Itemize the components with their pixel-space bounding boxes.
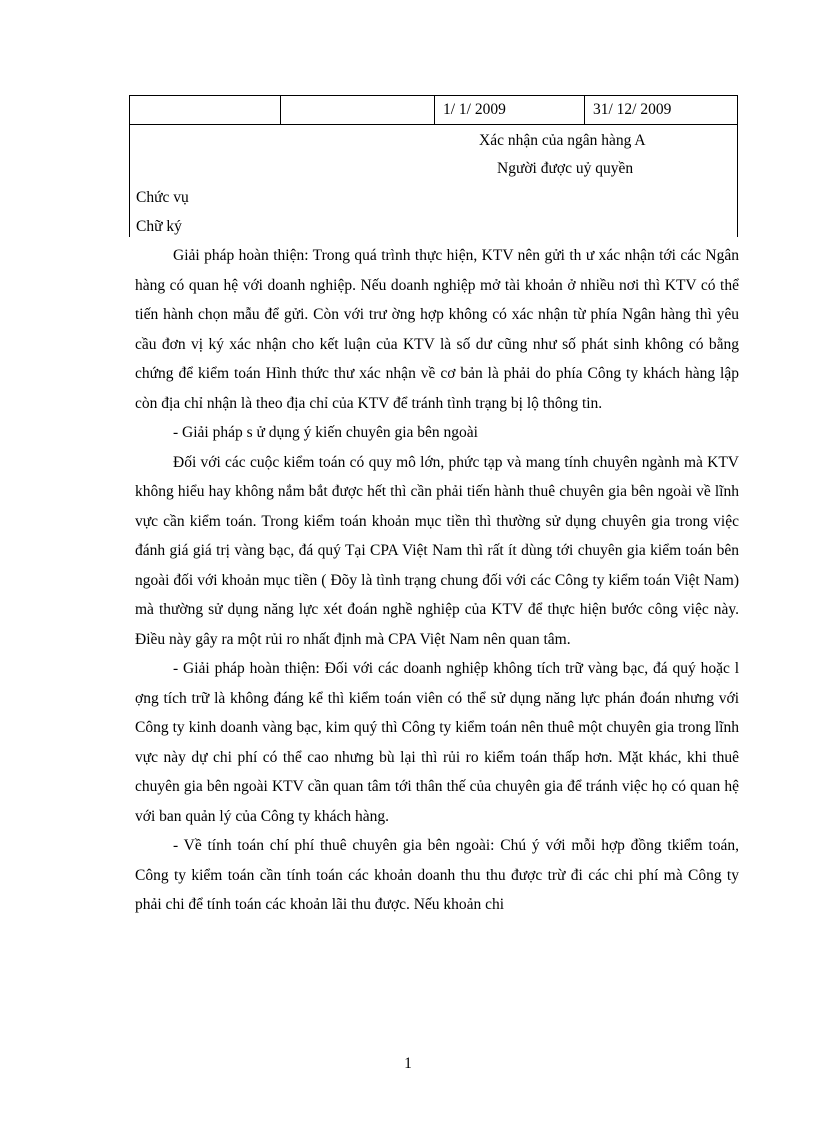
body-text [135,241,739,920]
page-number: 1 [404,1055,412,1072]
paragraph: - Về tính toán chí phí thuê chuyên gia bên ngoài: Chú ý với mỗi hợp đồng tkiểm toán, Công ty kiểm toán cần tính toán các khoản doanh thu thu được trừ đi các chi phí mà Công ty phải chi để tính toán các khoản lãi thu được. Nếu khoản chi [135,837,739,913]
end-date-cell: 31/ 12/ 2009 [585,96,738,125]
paragraph: Giải pháp hoàn thiện: Trong quá trình thực hiện, KTV nên gửi th ư xác nhận tới các Ngân hàng có quan hệ với doanh nghiệp. Nếu doanh nghiệp mở tài khoản ở nhiều nơi thì KTV có thể tiến hành chọn mẫu để gửi. Còn với trư ờng hợp không có xác nhận từ phía Ngân hàng thì yêu cầu đơn vị ký xác nhận cho kết luận của KTV là số dư cũng như số phát sinh không có bằng chứng để kiểm toán Hình thức thư xác nhận về cơ bản là phải do phía Công ty khách hàng lập còn địa chỉ nhận là theo địa chỉ của KTV để tránh tình trạng bị lộ thông tin. [135,247,739,412]
position-label: Chức vụ [136,189,189,206]
signature-cell [130,125,738,238]
signature-label: Chữ ký [136,218,182,235]
table-cell [281,96,435,125]
signature-row [130,125,738,238]
paragraph: - Giải pháp hoàn thiện: Đối với các doanh nghiệp không tích trữ vàng bạc, đá quý hoặc l ợng tích trữ là không đáng kể thì kiểm toán viên có thể sử dụng năng lực phán đoán nhưng với Công ty kinh doanh vàng bạc, kim quý thì Công ty kiểm toán nên thuê một chuyên gia trong lĩnh vực này dự chi phí có thể cao nhưng bù lại thì rủi ro kiểm toán thấp hơn. Mặt khác, khi thuê chuyên gia bên ngoài KTV cần quan tâm tới thân thế của chuyên gia để tránh việc họ có quan hệ với ban quản lý của Công ty khách hàng. [135,660,739,825]
table-cell [130,96,281,125]
bank-confirmation-label: Xác nhận của ngân hàng A [479,132,646,149]
table-row [130,96,738,125]
start-date-cell: 1/ 1/ 2009 [435,96,585,125]
authorized-person-label: Người được uỷ quyền [497,160,634,177]
paragraph: Đối với các cuộc kiểm toán có quy mô lớn, phức tạp và mang tính chuyên ngành mà KTV không hiểu hay không nắm bắt được hết thì cần phải tiến hành thuê chuyên gia bên ngoài về lĩnh vực cần kiểm toán. Trong kiểm toán khoản mục tiền thì thường sử dụng chuyên gia trong việc đánh giá giá trị vàng bạc, đá quý Tại CPA Việt Nam thì rất ít dùng tới chuyên gia kiểm toán bên ngoài đối với khoản mục tiền ( Đõy là tình trạng chung đối với các Công ty kiểm toán Việt Nam) mà thường sử dụng năng lực xét đoán nghề nghiệp của KTV để thực hiện bước công việc này. Điều này gây ra một rủi ro nhất định mà CPA Việt Nam nên quan tâm. [135,453,739,648]
section-heading: - Giải pháp s ử dụng ý kiến chuyên gia bên ngoài [173,424,478,441]
bank-confirmation-table [129,95,738,237]
